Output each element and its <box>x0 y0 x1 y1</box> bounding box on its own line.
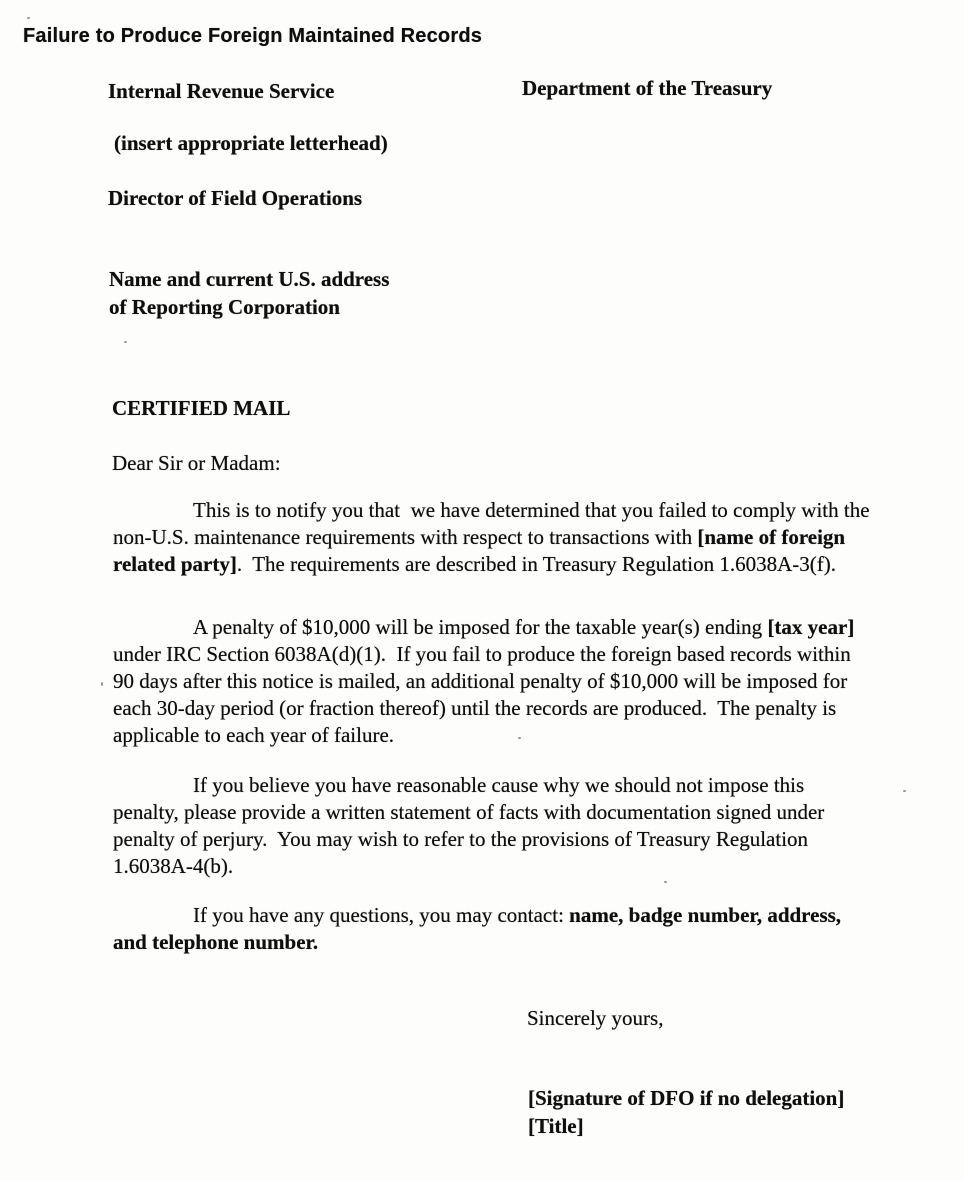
text-line: under IRC Section 6038A(d)(1). If you fail to produce the foreign based records within <box>113 642 851 666</box>
sender-title: Director of Field Operations <box>108 186 363 210</box>
department-name: Department of the Treasury <box>522 76 773 100</box>
text-line: A penalty of $10,000 will be imposed for the taxable year(s) ending [tax year] <box>193 615 855 639</box>
scan-speck <box>664 881 667 883</box>
salutation: Dear Sir or Madam: <box>112 451 281 475</box>
text-line: penalty of perjury. You may wish to refer to the provisions of Treasury Regulation <box>113 827 809 851</box>
letterhead-placeholder: (insert appropriate letterhead) <box>114 131 388 155</box>
document-title: Failure to Produce Foreign Maintained Records <box>23 25 483 47</box>
text-line: of Reporting Corporation <box>109 295 340 319</box>
paragraph-penalty <box>113 614 953 749</box>
paragraph-reasonable-cause <box>113 772 953 880</box>
text-line: applicable to each year of failure. <box>113 723 395 747</box>
agency-name: Internal Revenue Service <box>108 79 335 103</box>
recipient-address-block <box>109 265 389 321</box>
paragraph-contact <box>113 902 953 956</box>
scan-speck <box>518 737 521 739</box>
valediction: Sincerely yours, <box>527 1006 664 1030</box>
text-line: penalty, please provide a written statement of facts with documentation signed under <box>113 800 825 824</box>
text-line: each 30-day period (or fraction thereof) until the records are produced. The penalty is <box>113 696 837 720</box>
text-line: This is to notify you that we have determined that you failed to comply with the <box>193 498 870 522</box>
text-line: non-U.S. maintenance requirements with respect to transactions with [name of foreign <box>113 525 846 549</box>
text-line: [Signature of DFO if no delegation] <box>528 1086 845 1110</box>
text-line: If you believe you have reasonable cause why we should not impose this <box>193 773 805 797</box>
text-line: 90 days after this notice is mailed, an additional penalty of $10,000 will be imposed for <box>113 669 848 693</box>
mail-method-label: CERTIFIED MAIL <box>112 396 291 420</box>
scan-speck <box>124 341 127 343</box>
scan-speck <box>27 17 30 19</box>
signature-block <box>528 1084 844 1140</box>
text-line: [Title] <box>528 1114 584 1138</box>
paragraph-notification <box>113 497 953 578</box>
text-line: If you have any questions, you may contact: name, badge number, address, <box>193 903 842 927</box>
text-line: related party]. The requirements are described in Treasury Regulation 1.6038A-3(f). <box>113 552 836 576</box>
text-line: Name and current U.S. address <box>109 267 390 291</box>
text-line: 1.6038A-4(b). <box>113 854 234 878</box>
scan-speck <box>101 682 103 686</box>
scan-speck <box>903 790 906 792</box>
text-line: and telephone number. <box>113 930 319 954</box>
